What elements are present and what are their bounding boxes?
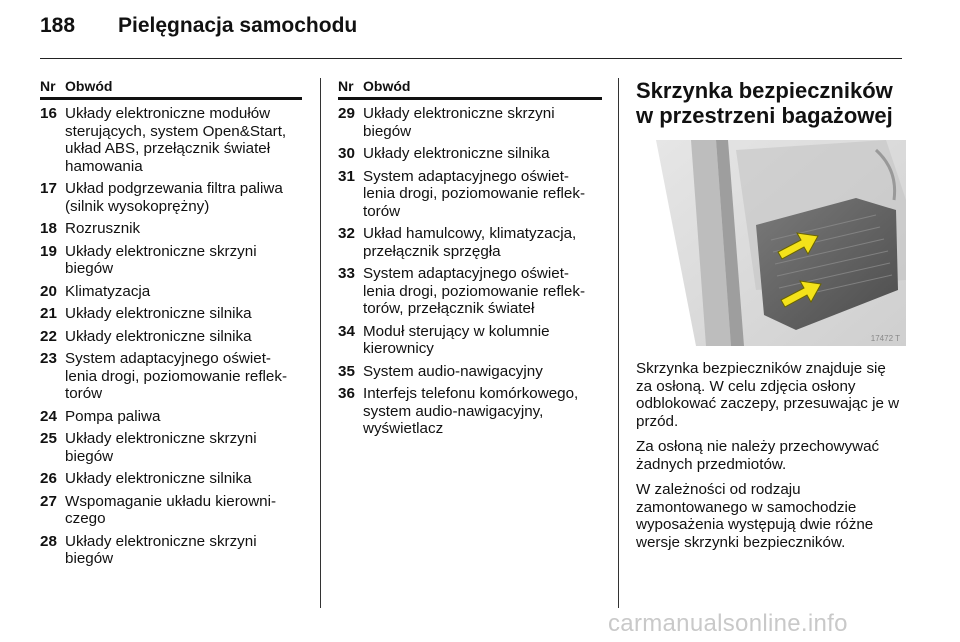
circuit-description: Układy elektroniczne silnika bbox=[65, 305, 252, 322]
table-row bbox=[40, 105, 302, 175]
fuse-number: 26 bbox=[40, 470, 57, 487]
table-row bbox=[40, 180, 302, 215]
table-row bbox=[40, 283, 302, 301]
paragraph: W zależności od rodzaju zamontowanego w samochodzie wyposażenia występują dwie różne wersje skrzynki bezpieczników. bbox=[636, 481, 874, 551]
circuit-description: System audio-nawigacyjny bbox=[363, 362, 543, 380]
circuit-description: Układy elektroniczne skrzyni biegów bbox=[363, 105, 555, 140]
fuse-number: 33 bbox=[338, 265, 355, 282]
table-row bbox=[40, 220, 302, 238]
fuse-number: 32 bbox=[338, 225, 355, 242]
fuse-number: 19 bbox=[40, 242, 57, 260]
fuse-table-2 bbox=[338, 78, 602, 443]
fuse-number: 34 bbox=[338, 322, 355, 340]
circuit-description: Układy elektroniczne skrzyni biegów bbox=[65, 532, 257, 567]
section-title: Skrzynka bezpieczników w przestrzeni bagażowej bbox=[636, 78, 893, 128]
circuit-description: Układy elektroniczne modułów sterujących, system Open&Start, układ ABS, przełącznik świateł hamowania bbox=[65, 105, 287, 175]
table-row bbox=[40, 328, 302, 346]
fuse-number: 23 bbox=[40, 350, 57, 367]
fuse-number: 27 bbox=[40, 492, 57, 510]
table-row bbox=[338, 168, 602, 221]
table-row bbox=[338, 385, 602, 438]
circuit-description: Rozrusznik bbox=[65, 220, 141, 237]
section-fuse-box-luggage bbox=[636, 78, 906, 559]
circuit-description: System adaptacyjnego oświet- lenia drogi, poziomowanie reflek- torów bbox=[65, 350, 288, 402]
column-header-circuit: Obwód bbox=[65, 78, 113, 94]
circuit-description: System adaptacyjnego oświet- lenia drogi, poziomowanie reflek- torów bbox=[363, 167, 586, 220]
circuit-description: Układ podgrzewania filtra paliwa (silnik wysokoprężny) bbox=[65, 180, 283, 215]
column-divider bbox=[320, 78, 321, 608]
circuit-description: Układy elektroniczne silnika bbox=[65, 327, 252, 345]
circuit-description: Układy elektroniczne skrzyni biegów bbox=[65, 430, 257, 465]
table-header bbox=[338, 78, 602, 100]
fuse-number: 36 bbox=[338, 385, 355, 402]
table-row bbox=[338, 363, 602, 381]
table-row bbox=[338, 323, 602, 358]
table-body bbox=[40, 105, 302, 568]
column-header-circuit: Obwód bbox=[363, 78, 411, 94]
table-header bbox=[40, 78, 302, 100]
circuit-description: Pompa paliwa bbox=[65, 407, 161, 425]
fuse-number: 25 bbox=[40, 430, 57, 447]
table-row bbox=[40, 470, 302, 488]
paragraph: Skrzynka bezpieczników znajduje się za osłoną. W celu zdjęcia osłony odblokować zaczepy, przesuwając je w przód. bbox=[636, 360, 900, 430]
fuse-table-1 bbox=[40, 78, 302, 573]
page-number: 188 bbox=[40, 14, 76, 37]
column-header-nr: Nr bbox=[40, 78, 56, 94]
table-row bbox=[338, 225, 602, 260]
page-title: Pielęgnacja samochodu bbox=[118, 14, 358, 37]
page-header bbox=[40, 14, 357, 48]
fuse-number: 29 bbox=[338, 105, 355, 122]
fuse-number: 24 bbox=[40, 407, 57, 425]
table-row bbox=[40, 493, 302, 528]
circuit-description: Układy elektroniczne silnika bbox=[363, 145, 550, 162]
fuse-number: 30 bbox=[338, 145, 355, 162]
table-row bbox=[40, 243, 302, 278]
table-row bbox=[40, 350, 302, 403]
fuse-box-drawing bbox=[636, 140, 906, 346]
table-row bbox=[40, 533, 302, 568]
column-divider bbox=[618, 78, 619, 608]
circuit-description: Układy elektroniczne skrzyni biegów bbox=[65, 242, 257, 277]
fuse-box-illustration bbox=[636, 140, 906, 346]
fuse-number: 31 bbox=[338, 167, 355, 185]
figure-code: 17472 T bbox=[870, 334, 900, 343]
circuit-description: Układy elektroniczne silnika bbox=[65, 470, 252, 487]
table-row bbox=[338, 265, 602, 318]
circuit-description: Układ hamulcowy, klimatyzacja, przełącznik sprzęgła bbox=[363, 225, 577, 260]
paragraph: Za osłoną nie należy przechowywać żadnych przedmiotów. bbox=[636, 438, 880, 473]
fuse-number: 22 bbox=[40, 327, 57, 345]
table-row bbox=[338, 145, 602, 163]
header-divider bbox=[40, 58, 902, 59]
circuit-description: Moduł sterujący w kolumnie kierownicy bbox=[363, 322, 550, 357]
column-header-nr: Nr bbox=[338, 78, 354, 94]
table-row bbox=[338, 105, 602, 140]
fuse-number: 16 bbox=[40, 105, 57, 122]
fuse-number: 21 bbox=[40, 305, 57, 322]
circuit-description: Wspomaganie układu kierowni- czego bbox=[65, 492, 277, 527]
table-row bbox=[40, 305, 302, 323]
table-row bbox=[40, 408, 302, 426]
fuse-number: 28 bbox=[40, 532, 57, 550]
fuse-number: 17 bbox=[40, 180, 57, 197]
fuse-number: 20 bbox=[40, 282, 57, 300]
circuit-description: Interfejs telefonu komórkowego, system audio-nawigacyjny, wyświetlacz bbox=[363, 385, 579, 437]
table-row bbox=[40, 430, 302, 465]
circuit-description: Klimatyzacja bbox=[65, 282, 151, 300]
circuit-description: System adaptacyjnego oświet- lenia drogi, poziomowanie reflek- torów, przełącznik świateł bbox=[363, 265, 586, 317]
watermark: carmanualsonline.info bbox=[608, 610, 848, 637]
fuse-number: 35 bbox=[338, 362, 355, 380]
table-body bbox=[338, 105, 602, 438]
fuse-number: 18 bbox=[40, 220, 57, 237]
